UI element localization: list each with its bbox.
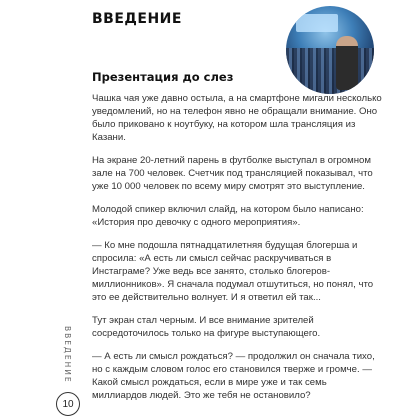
section-title: Презентация до слез bbox=[92, 70, 234, 84]
stage-screen bbox=[296, 14, 338, 32]
running-head-vertical: ВВЕДЕНИЕ bbox=[63, 326, 72, 384]
speaker-figure bbox=[336, 36, 358, 90]
paragraph: На экране 20-летний парень в футболке выступал в огромном зале на 700 человек. Счетчик под трансляцией показывал, что уже 10 000 человек по всему миру смотрят это выступление. bbox=[92, 155, 373, 192]
body-text bbox=[92, 92, 382, 412]
chapter-title: ВВЕДЕНИЕ bbox=[92, 11, 182, 27]
audience bbox=[286, 48, 374, 94]
page-number: 10 bbox=[56, 392, 80, 416]
paragraph: Молодой спикер включил слайд, на котором было написано: «История про девочку с одного мероприятия». bbox=[92, 204, 364, 228]
paragraph: Тут экран стал черным. И все внимание зрителей сосредоточилось только на фигуре выступающего. bbox=[92, 315, 321, 339]
paragraph: — Ко мне подошла пятнадцатилетняя будущая блогерша и спросила: «А есть ли смысл сейчас раскручиваться в Инстаграме? Уже ведь все занято, столько блогеров-миллионников». Я сначала подумал отшутиться, но понял, что это ее действительно волнует. И я ответил ей так... bbox=[92, 240, 374, 303]
paragraph: — А есть ли смысл рождаться? — продолжил он сначала тихо, но с каждым словом голос его становился тверже и громче. — Какой смысл рождаться, если в мире уже и так семь миллиардов людей. Это же тебя не остановило? bbox=[92, 351, 375, 401]
speaker-photo bbox=[286, 6, 374, 94]
paragraph: Чашка чая уже давно остыла, а на смартфоне мигали несколько уведомлений, но на телефон явно не обращали внимание. Оно было приковано к ноутбуку, на котором шла трансляция из Казани. bbox=[92, 93, 382, 143]
